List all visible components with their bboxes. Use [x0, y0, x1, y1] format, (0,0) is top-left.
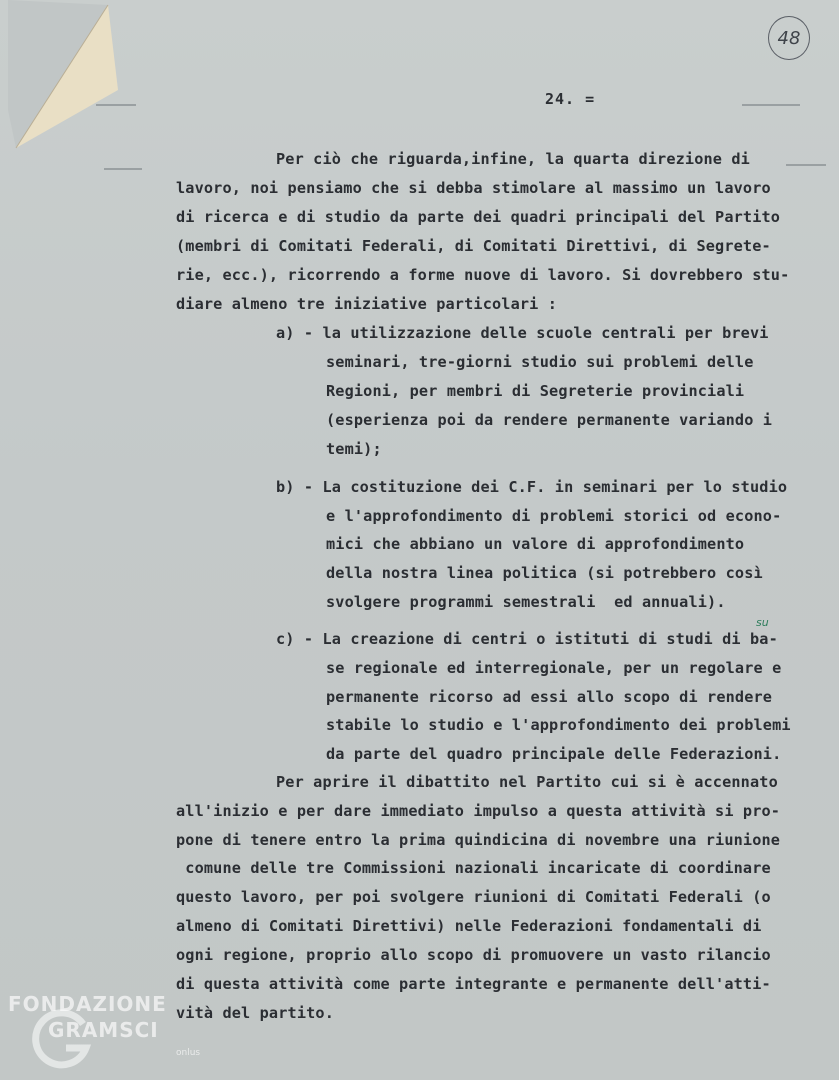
watermark-logo — [8, 988, 218, 1073]
text-line: almeno di Comitati Direttivi) nelle Federazioni fondamentali di — [176, 917, 762, 935]
watermark-line3: onlus — [176, 1048, 201, 1058]
text-line: se regionale ed interregionale, per un regolare e — [326, 659, 782, 677]
text-line: da parte del quadro principale delle Federazioni. — [326, 745, 782, 763]
watermark-line1: FONDAZIONE — [8, 992, 167, 1016]
text-line: diare almeno tre iniziative particolari : — [176, 295, 558, 313]
top-right-rule — [742, 104, 800, 106]
text-line: di ricerca e di studio da parte dei quadri principali del Partito — [176, 208, 781, 226]
text-line: mici che abbiano un valore di approfondimento — [326, 535, 745, 553]
text-line: comune delle tre Commissioni nazionali incaricate di coordinare — [176, 859, 771, 877]
page-number-mark — [768, 16, 810, 60]
text-line: e l'approfondimento di problemi storici od econo- — [326, 507, 782, 525]
handwritten-correction: su — [756, 616, 769, 629]
text-line: svolgere programmi semestrali ed annuali). — [326, 593, 726, 611]
text-line: Per ciò che riguarda,infine, la quarta direzione di — [276, 150, 750, 168]
left-margin-rule — [104, 168, 142, 170]
text-line: rie, ecc.), ricorrendo a forme nuove di lavoro. Si dovrebbero stu- — [176, 266, 790, 284]
text-line: vità del partito. — [176, 1004, 334, 1022]
text-line: (membri di Comitati Federali, di Comitati Direttivi, di Segrete- — [176, 237, 771, 255]
top-left-rule — [96, 104, 136, 106]
text-line: c) - La creazione di centri o istituti di studi di ba- — [276, 630, 778, 648]
text-line: temi); — [326, 440, 382, 458]
page-header-number: 24. = — [545, 90, 596, 108]
text-line: questo lavoro, per poi svolgere riunioni di Comitati Federali (o — [176, 888, 771, 906]
text-line: Regioni, per membri di Segreterie provinciali — [326, 382, 745, 400]
right-margin-rule — [786, 164, 826, 166]
text-line: seminari, tre-giorni studio sui problemi delle — [326, 353, 754, 371]
text-line: b) - La costituzione dei C.F. in seminari per lo studio — [276, 478, 788, 496]
text-line: permanente ricorso ad essi allo scopo di rendere — [326, 688, 773, 706]
page-number-text: 48 — [777, 27, 801, 49]
text-line: (esperienza poi da rendere permanente variando i — [326, 411, 773, 429]
text-line: a) - la utilizzazione delle scuole centrali per brevi — [276, 324, 769, 342]
text-line: di questa attività come parte integrante e permanente dell'atti- — [176, 975, 771, 993]
text-line: lavoro, noi pensiamo che si debba stimolare al massimo un lavoro — [176, 179, 771, 197]
text-line: Per aprire il dibattito nel Partito cui si è accennato — [276, 773, 778, 791]
text-line: ogni regione, proprio allo scopo di promuovere un vasto rilancio — [176, 946, 771, 964]
text-line: stabile lo studio e l'approfondimento dei problemi — [326, 716, 791, 734]
text-line: pone di tenere entro la prima quindicina di novembre una riunione — [176, 831, 781, 849]
text-line: all'inizio e per dare immediato impulso a questa attività si pro- — [176, 802, 781, 820]
watermark-line2: GRAMSCI — [48, 1018, 159, 1042]
text-line: della nostra linea politica (si potrebbero così — [326, 564, 763, 582]
